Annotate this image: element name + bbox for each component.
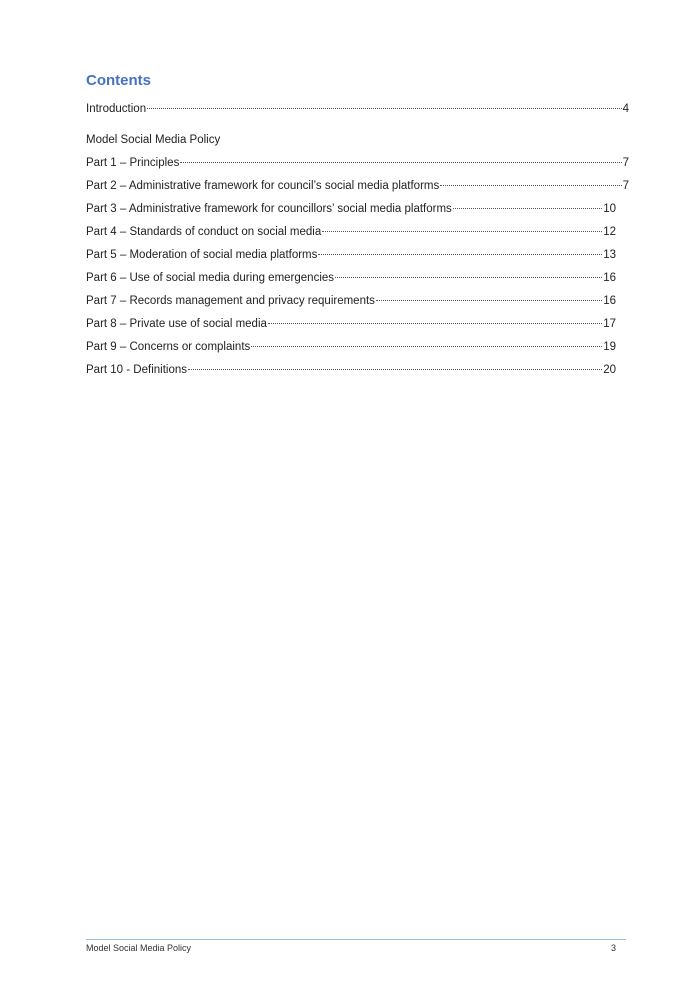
toc-section-heading: Model Social Media Policy bbox=[86, 134, 221, 146]
toc-leader-dots bbox=[180, 162, 621, 163]
toc-entry-part-8[interactable] bbox=[86, 315, 616, 333]
toc-entry-page: 17 bbox=[603, 318, 616, 330]
footer-page-number: 3 bbox=[610, 943, 616, 953]
toc-entry-label: Part 6 – Use of social media during emergencies bbox=[86, 272, 335, 284]
toc-entry-page: 16 bbox=[603, 295, 616, 307]
toc-entry-page: 13 bbox=[603, 249, 616, 261]
toc-entry-page: 7 bbox=[622, 157, 629, 169]
toc-entry-label: Introduction bbox=[86, 103, 147, 115]
toc-leader-dots bbox=[440, 185, 621, 186]
footer-document-title: Model Social Media Policy bbox=[86, 943, 192, 953]
contents-title: Contents bbox=[86, 72, 151, 89]
toc-entry-part-5[interactable] bbox=[86, 246, 616, 264]
toc-entry-page: 20 bbox=[603, 364, 616, 376]
toc-entry-page: 10 bbox=[603, 203, 616, 215]
toc-entry-label: Part 5 – Moderation of social media platforms bbox=[86, 249, 318, 261]
toc-leader-dots bbox=[147, 108, 621, 109]
toc-leader-dots bbox=[188, 369, 602, 370]
toc-entry-page: 12 bbox=[603, 226, 616, 238]
toc-entry-part-6[interactable] bbox=[86, 269, 616, 287]
toc-entry-label: Part 3 – Administrative framework for councillors’ social media platforms bbox=[86, 203, 452, 215]
toc-entry-introduction[interactable] bbox=[86, 100, 629, 118]
toc-entry-label: Part 8 – Private use of social media bbox=[86, 318, 267, 330]
toc-leader-dots bbox=[335, 277, 602, 278]
toc-entry-label: Part 7 – Records management and privacy requirements bbox=[86, 295, 375, 307]
toc-entry-part-1[interactable] bbox=[86, 154, 629, 172]
toc-entry-page: 16 bbox=[603, 272, 616, 284]
toc-entry-page: 4 bbox=[622, 103, 629, 115]
toc-entry-page: 7 bbox=[622, 180, 629, 192]
toc-entry-label: Part 2 – Administrative framework for council’s social media platforms bbox=[86, 180, 440, 192]
toc-entry-label: Part 1 – Principles bbox=[86, 157, 180, 169]
toc-entry-part-10[interactable] bbox=[86, 361, 616, 379]
toc-entry-part-2[interactable] bbox=[86, 177, 629, 195]
toc-entry-part-3[interactable] bbox=[86, 200, 616, 218]
toc-entry-page: 19 bbox=[603, 341, 616, 353]
toc-leader-dots bbox=[322, 231, 602, 232]
toc-entry-part-9[interactable] bbox=[86, 338, 616, 356]
toc-leader-dots bbox=[453, 208, 602, 209]
footer-divider bbox=[86, 939, 626, 940]
toc-leader-dots bbox=[376, 300, 602, 301]
toc-entry-label: Part 9 – Concerns or complaints bbox=[86, 341, 251, 353]
toc-entry-part-4[interactable] bbox=[86, 223, 616, 241]
toc-leader-dots bbox=[251, 346, 602, 347]
toc-entry-label: Part 4 – Standards of conduct on social media bbox=[86, 226, 322, 238]
toc-entry-label: Part 10 - Definitions bbox=[86, 364, 187, 376]
toc-entry-part-7[interactable] bbox=[86, 292, 616, 310]
toc-leader-dots bbox=[268, 323, 602, 324]
toc-leader-dots bbox=[318, 254, 602, 255]
